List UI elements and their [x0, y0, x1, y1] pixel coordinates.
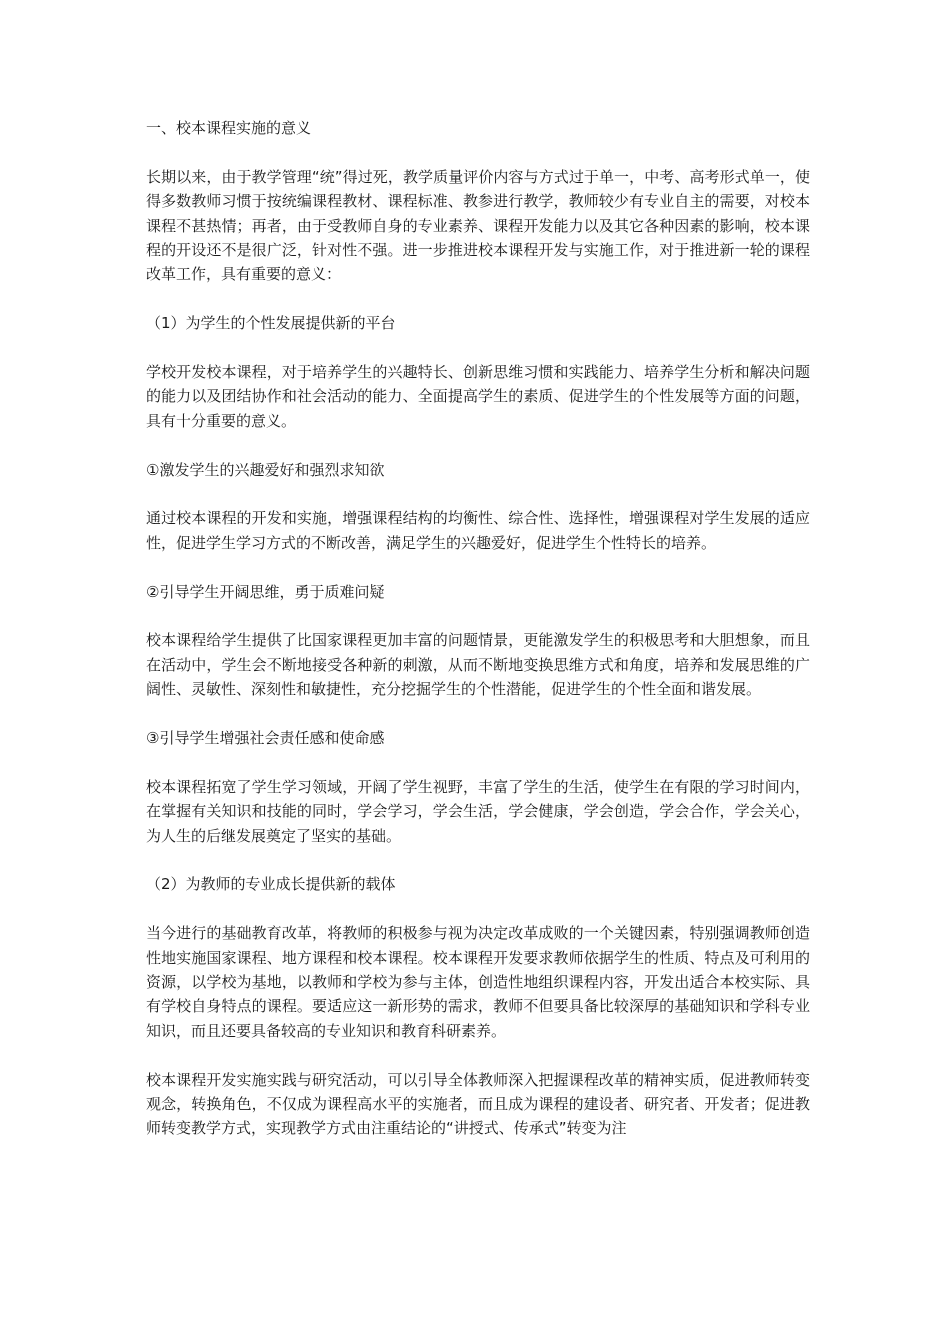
point2-paragraph-1: 当今进行的基础教育改革，将教师的积极参与视为决定改革成败的一个关键因素，特别强调教师创造性地实施国家课程、地方课程和校本课程。校本课程开发要求教师依据学生的性质、特点及可利用的资源，以学校为基地，以教师和学校为参与主体，创造性地组织课程内容，开发出适合本校实际、具有学校自身特点的课程。要适应这一新形势的需求，教师不但要具备比较深厚的基础知识和学科专业知识，而且还要具备较高的专业知识和教育科研素养。 — [146, 924, 810, 1040]
point1-paragraph: 学校开发校本课程，对于培养学生的兴趣特长、创新思维习惯和实践能力、培养学生分析和解决问题的能力以及团结协作和社会活动的能力、全面提高学生的素质、促进学生的个性发展等方面的问题，具有十分重要的意义。 — [146, 363, 810, 430]
section-title: 一、校本课程实施的意义 — [146, 119, 312, 137]
point2-heading: （2）为教师的专业成长提供新的载体 — [146, 875, 396, 894]
document-body — [146, 116, 810, 1165]
sub2-paragraph: 校本课程给学生提供了比国家课程更加丰富的问题情景，更能激发学生的积极思考和大胆想象，而且在活动中，学生会不断地接受各种新的刺激，从而不断地变换思维方式和角度，培养和发展思维的广阔性、灵敏性、深刻性和敏捷性，充分挖掘学生的个性潜能，促进学生的个性全面和谐发展。 — [146, 631, 810, 699]
sub2-heading: ②引导学生开阔思维，勇于质难问疑 — [146, 582, 385, 601]
point2-paragraph-2: 校本课程开发实施实践与研究活动，可以引导全体教师深入把握课程改革的精神实质，促进教师转变观念，转换角色，不仅成为课程高水平的实施者，而且成为课程的建设者、研究者、开发者；促进教师转变教学方式，实现教学方式由注重结论的“讲授式、传承式”转变为注 — [146, 1070, 810, 1138]
sub1-heading: ①激发学生的兴趣爱好和强烈求知欲 — [146, 460, 385, 479]
intro-paragraph: 长期以来，由于教学管理“统”得过死，教学质量评价内容与方式过于单一，中考、高考形式单一，使得多数教师习惯于按统编课程教材、课程标准、教参进行教学，教师较少有专业自主的需要，对校本课程不甚热情；再者，由于受教师自身的专业素养、课程开发能力以及其它各种因素的影响，校本课程的开设还不是很广泛，针对性不强。进一步推进校本课程开发与实施工作，对于推进新一轮的课程改革工作，具有重要的意义： — [146, 167, 810, 284]
sub3-paragraph: 校本课程拓宽了学生学习领域，开阔了学生视野，丰富了学生的生活，使学生在有限的学习时间内，在掌握有关知识和技能的同时，学会学习，学会生活，学会健康，学会创造，学会合作，学会关心，为人生的后继发展奠定了坚实的基础。 — [146, 777, 810, 845]
sub1-paragraph: 通过校本课程的开发和实施，增强课程结构的均衡性、综合性、选择性，增强课程对学生发展的适应性，促进学生学习方式的不断改善，满足学生的兴趣爱好，促进学生个性特长的培养。 — [146, 509, 810, 552]
point1-heading: （1）为学生的个性发展提供新的平台 — [146, 314, 396, 333]
sub3-heading: ③引导学生增强社会责任感和使命感 — [146, 729, 385, 748]
